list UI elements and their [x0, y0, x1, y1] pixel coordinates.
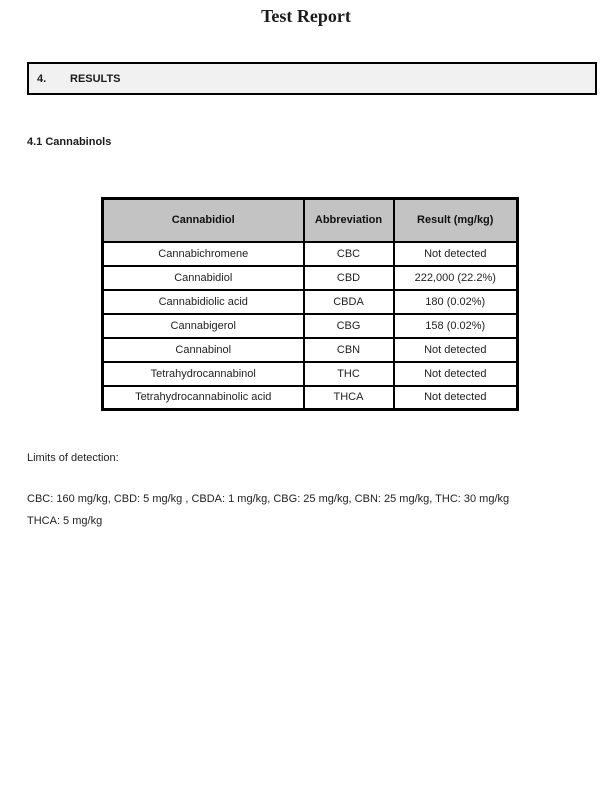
result-cell: 180 (0.02%) [394, 290, 518, 314]
abbreviation-cell: CBC [304, 242, 394, 266]
table-header-row [103, 199, 518, 242]
result-cell: Not detected [394, 242, 518, 266]
result-cell: Not detected [394, 386, 518, 410]
subsection-title-cannabinols: 4.1 Cannabinols [27, 136, 112, 148]
table-row [103, 338, 518, 362]
lod-line-2: THCA: 5 mg/kg [27, 515, 103, 527]
abbreviation-cell: THC [304, 362, 394, 386]
result-cell: 158 (0.02%) [394, 314, 518, 338]
compound-cell: Tetrahydrocannabinol [103, 362, 304, 386]
compound-cell: Tetrahydrocannabinolic acid [103, 386, 304, 410]
compound-cell: Cannabidiol [103, 266, 304, 290]
header-abbreviation: Abbreviation [304, 199, 394, 242]
header-cannabidiol: Cannabidiol [103, 199, 304, 242]
section-number: 4. [37, 72, 47, 85]
result-cell: Not detected [394, 338, 518, 362]
table-row [103, 314, 518, 338]
table-row [103, 362, 518, 386]
document-title: Test Report [261, 6, 351, 26]
section-header-results [27, 62, 597, 95]
cannabinols-results-table [101, 197, 519, 411]
section-title: RESULTS [70, 72, 121, 85]
table-row [103, 386, 518, 410]
table-row [103, 290, 518, 314]
abbreviation-cell: CBN [304, 338, 394, 362]
compound-cell: Cannabinol [103, 338, 304, 362]
compound-cell: Cannabidiolic acid [103, 290, 304, 314]
table-row [103, 242, 518, 266]
compound-cell: Cannabichromene [103, 242, 304, 266]
abbreviation-cell: CBD [304, 266, 394, 290]
lod-line-1: CBC: 160 mg/kg, CBD: 5 mg/kg , CBDA: 1 mg/kg, CBG: 25 mg/kg, CBN: 25 mg/kg, THC: 30 mg/kg [27, 493, 510, 505]
table-row [103, 266, 518, 290]
abbreviation-cell: CBDA [304, 290, 394, 314]
result-cell: Not detected [394, 362, 518, 386]
limits-of-detection-values [27, 488, 587, 532]
result-cell: 222,000 (22.2%) [394, 266, 518, 290]
abbreviation-cell: THCA [304, 386, 394, 410]
header-result: Result (mg/kg) [394, 199, 518, 242]
limits-of-detection-label: Limits of detection: [27, 452, 119, 464]
compound-cell: Cannabigerol [103, 314, 304, 338]
abbreviation-cell: CBG [304, 314, 394, 338]
